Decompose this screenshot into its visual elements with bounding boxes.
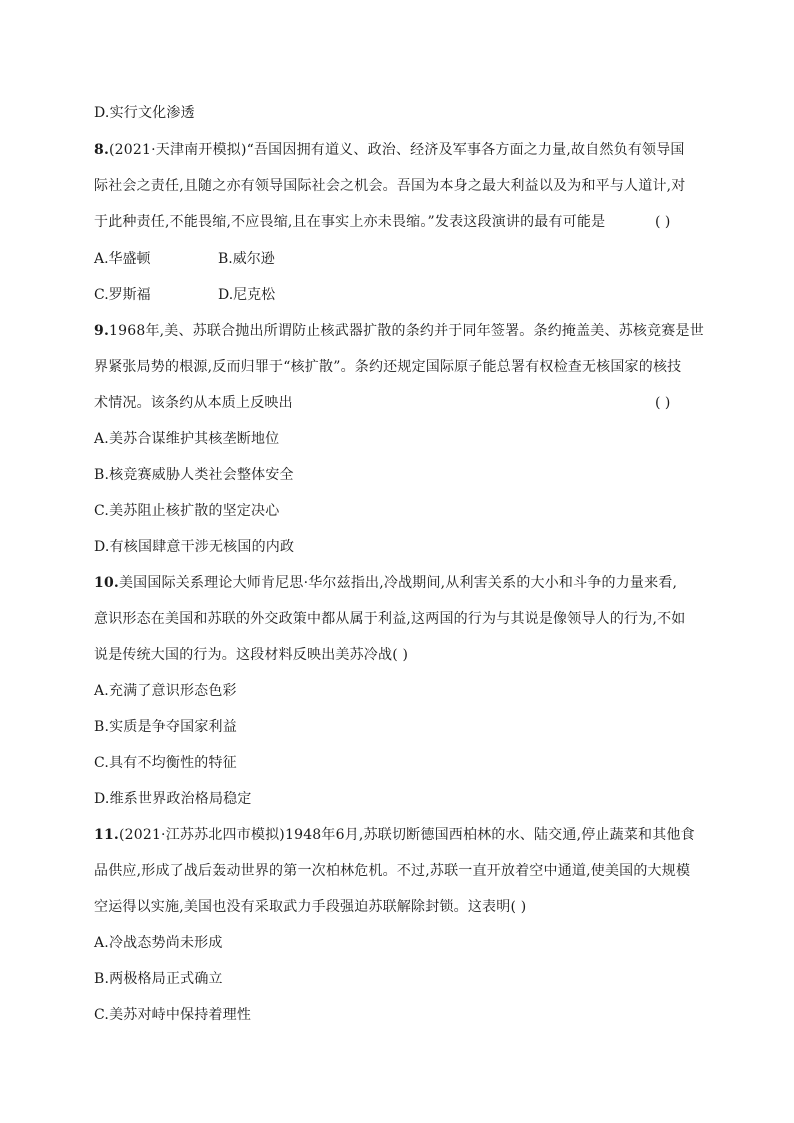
q11-option-a[interactable]: A.冷战态势尚未形成 (94, 935, 223, 951)
q8-stem-line3: 于此种责任,不能畏缩,不应畏缩,且在事实上亦未畏缩。”发表这段演讲的最有可能是 (94, 214, 606, 230)
q11-stem-line3: 空运得以实施,美国也没有采取武力手段强迫苏联解除封锁。这表明( ) (94, 899, 527, 915)
q8-stem-line1 (94, 140, 685, 160)
q10-stem-line2: 意识形态在美国和苏联的外交政策中都从属于利益,这两国的行为与其说是像领导人的行为,不如 (94, 611, 686, 627)
q8-options-row1 (94, 249, 275, 269)
q7-option-d[interactable]: D.实行文化渗透 (94, 105, 195, 121)
q11-number: 11. (94, 827, 119, 843)
q11-stem-line1 (94, 825, 695, 845)
q8-options-row2 (94, 285, 276, 305)
q11-stem-line2: 品供应,形成了战后轰动世界的第一次柏林危机。不过,苏联一直开放着空中通道,使美国的大规模 (94, 863, 691, 879)
q9-text-line1: 1968年,美、苏联合抛出所谓防止核武器扩散的条约并于同年签署。条约掩盖美、苏核竞赛是世 (109, 323, 704, 339)
q10-number: 10. (94, 575, 119, 591)
q9-stem-line3: 术情况。该条约从本质上反映出 (94, 395, 293, 411)
q10-option-c[interactable]: C.具有不均衡性的特征 (94, 755, 237, 771)
q10-stem-line3: 说是传统大国的行为。这段材料反映出美苏冷战( ) (94, 647, 409, 663)
q8-text-line1: “吾国因拥有道义、政治、经济及军事各方面之力量,故自然负有领导国 (246, 142, 685, 158)
q9-answer-paren: ( ) (655, 395, 671, 411)
q9-option-b[interactable]: B.核竞赛威胁人类社会整体安全 (94, 467, 294, 483)
q10-stem-line1 (94, 573, 677, 593)
q8-number: 8. (94, 142, 110, 158)
q9-stem-line2: 界紧张局势的根源,反而归罪于“核扩散”。条约还规定国际原子能总署有权检查无核国家的核技 (94, 359, 682, 375)
q10-option-a[interactable]: A.充满了意识形态色彩 (94, 683, 237, 699)
q9-option-d[interactable]: D.有核国肆意干涉无核国的内政 (94, 539, 295, 555)
q11-text-line1: 1948年6月,苏联切断德国西柏林的水、陆交通,停止蔬菜和其他食 (284, 827, 695, 843)
q10-option-b[interactable]: B.实质是争夺国家利益 (94, 719, 237, 735)
q10-text-line1: 美国国际关系理论大师肯尼思·华尔兹指出,冷战期间,从利害关系的大小和斗争的力量来看, (118, 575, 678, 591)
q8-source: (2021·天津南开模拟) (109, 142, 247, 158)
q11-source: (2021·江苏苏北四市模拟) (118, 827, 285, 843)
q10-option-d[interactable]: D.维系世界政治格局稳定 (94, 791, 252, 807)
q8-answer-paren: ( ) (655, 214, 671, 230)
q9-option-c[interactable]: C.美苏阻止核扩散的坚定决心 (94, 503, 280, 519)
q9-stem-line1 (94, 321, 704, 341)
q11-option-b[interactable]: B.两极格局正式确立 (94, 971, 223, 987)
q8-option-c[interactable]: C.罗斯福 (94, 287, 151, 303)
q8-option-a[interactable]: A.华盛顿 (94, 251, 151, 267)
q8-stem-line2: 际社会之责任,且随之亦有领导国际社会之机会。吾国为本身之最大利益以及为和平与人道计,对 (94, 178, 686, 194)
q8-option-b[interactable]: B.威尔逊 (218, 251, 275, 267)
q9-option-a[interactable]: A.美苏合谋维护其核垄断地位 (94, 431, 280, 447)
q9-number: 9. (94, 323, 110, 339)
q8-option-d[interactable]: D.尼克松 (218, 287, 276, 303)
q11-option-c[interactable]: C.美苏对峙中保持着理性 (94, 1007, 252, 1023)
